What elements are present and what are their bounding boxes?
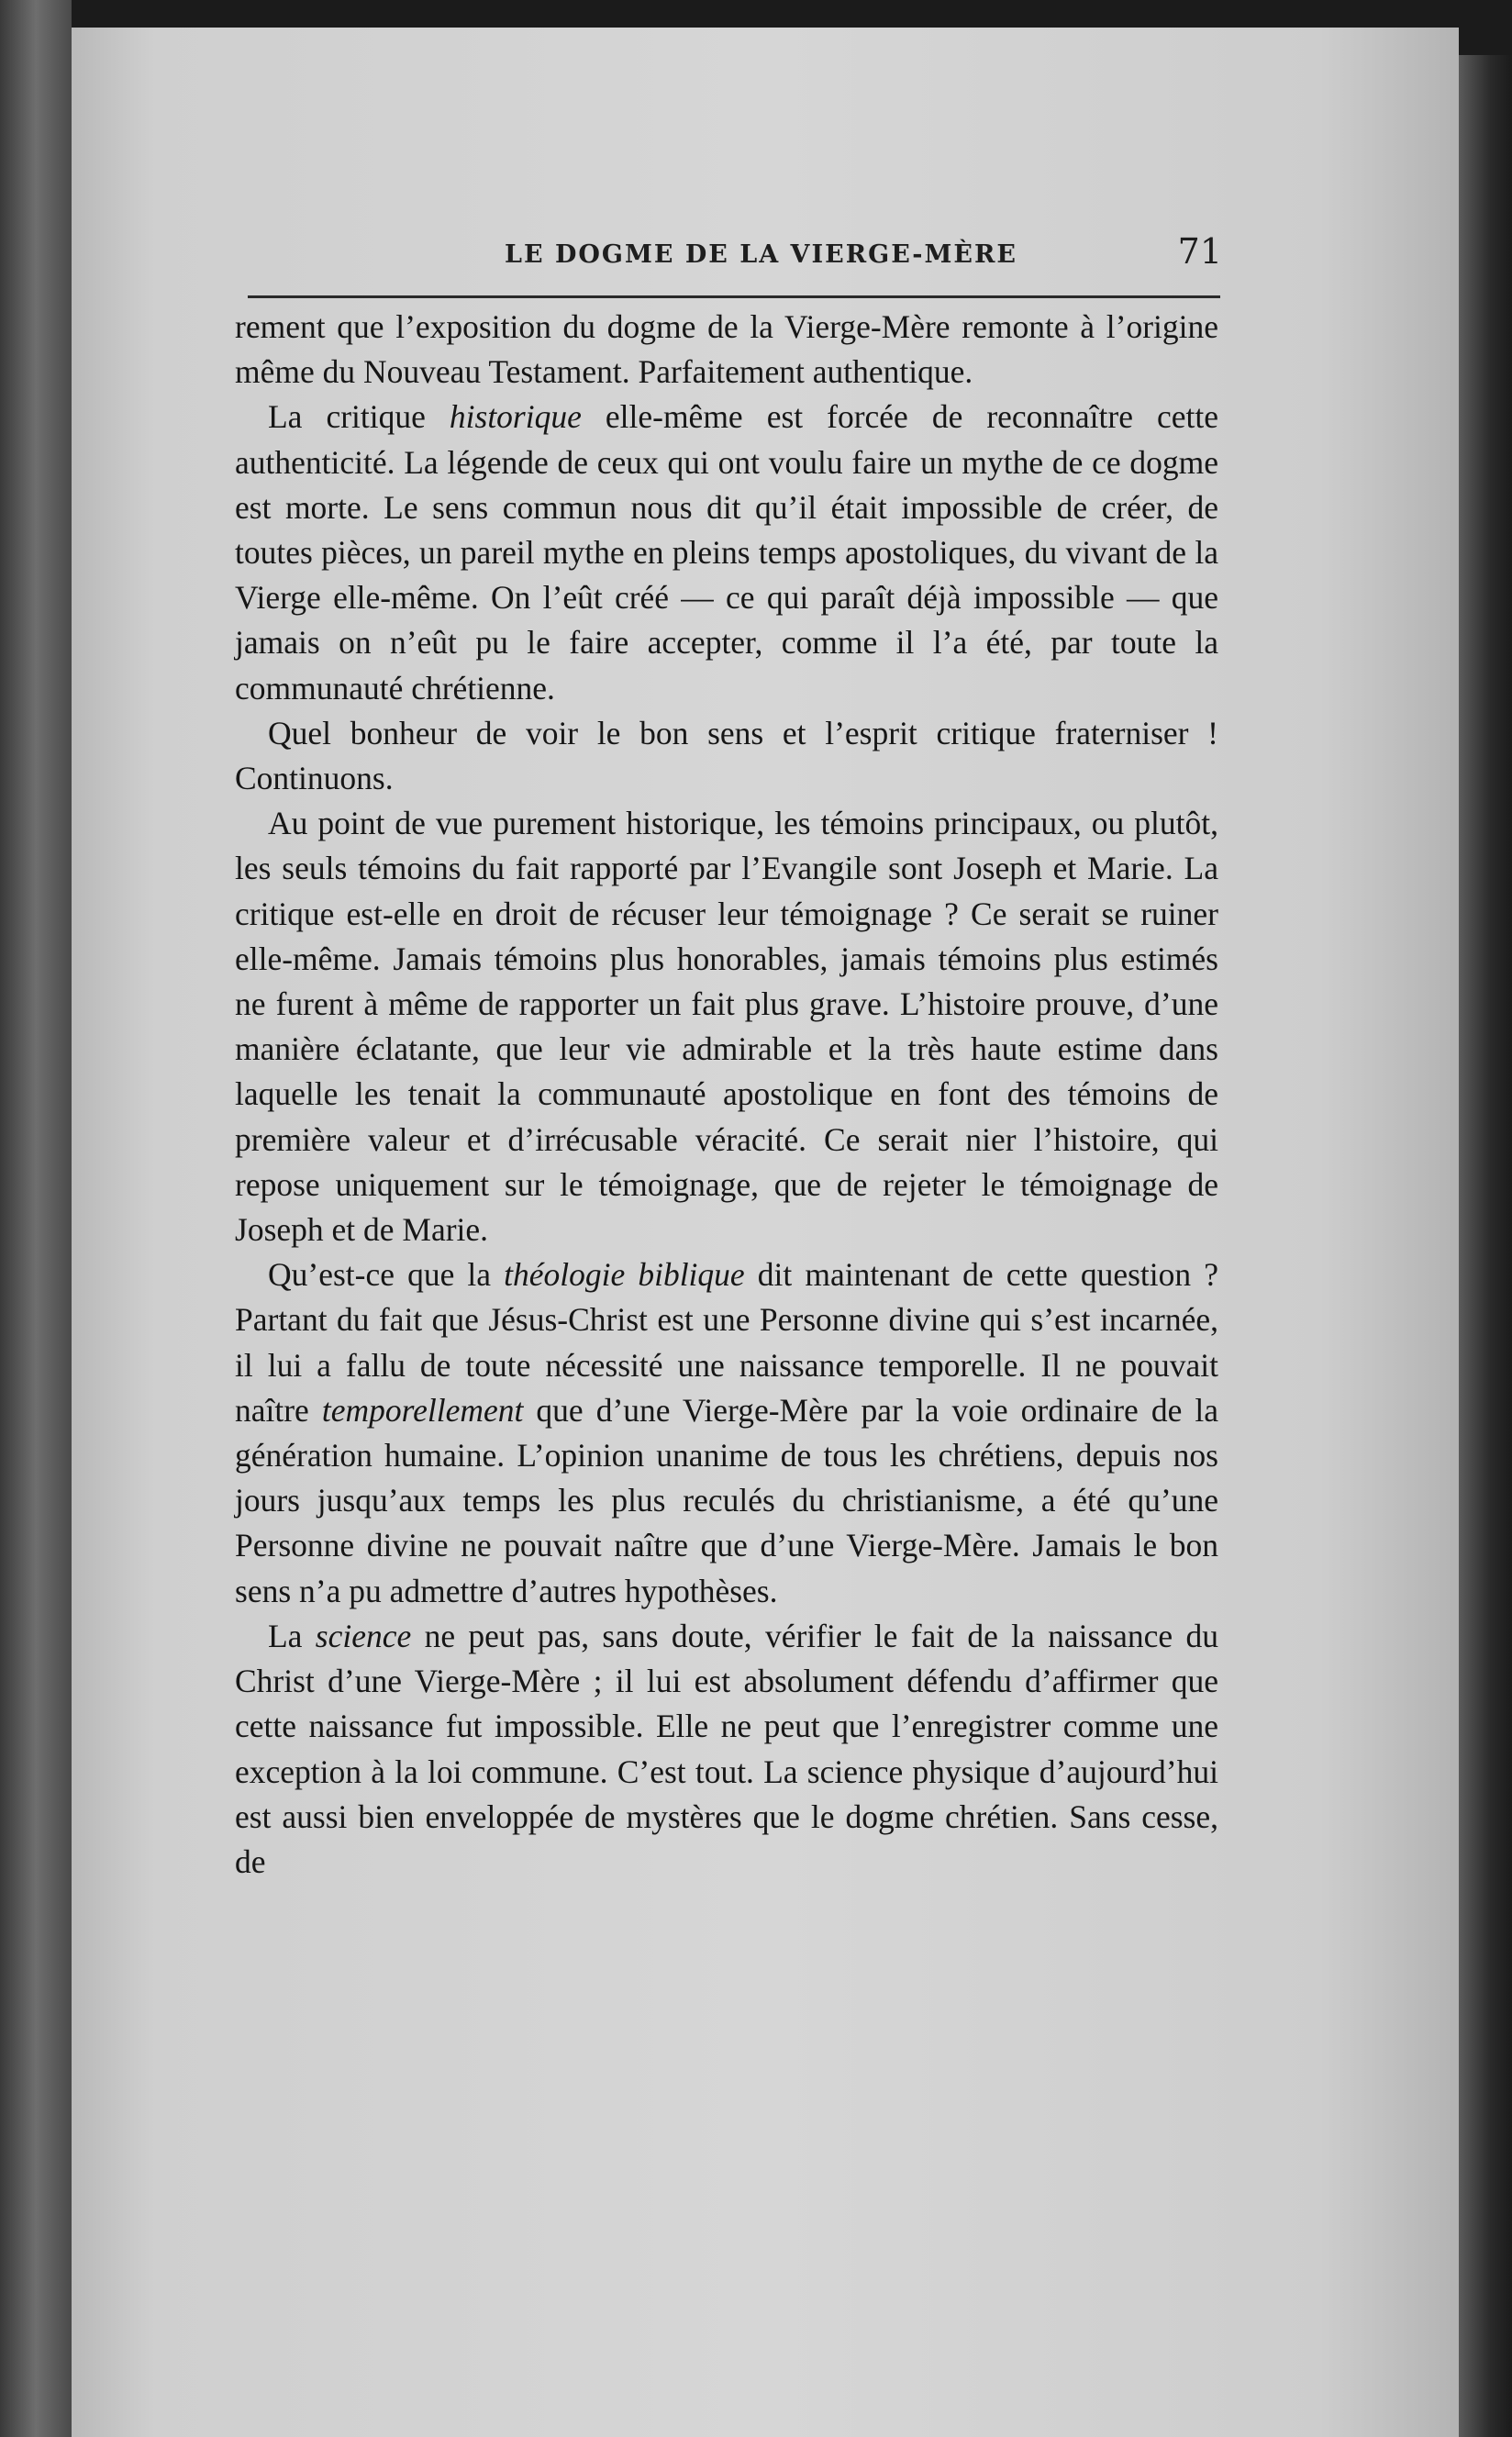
paragraph-6: [235, 1614, 1218, 1885]
paragraph-text: Quel bonheur de voir le bon sens et l’esprit critique fraterniser ! Continuons.: [235, 714, 1218, 797]
body-text: [235, 305, 1218, 1885]
running-title: LE DOGME DE LA VIERGE-MÈRE: [505, 240, 1017, 269]
italic-term: science: [315, 1617, 412, 1654]
paragraph-text: rement que l’exposition du dogme de la Vierge-Mère remonte à l’origine même du Nouveau Testament. Parfaitement authentique.: [235, 308, 1218, 391]
paragraph-text: que d’une Vierge-Mère par la voie ordinaire de la génération humaine. L’opinion unanime de tous les chrétiens, depuis nos jours jusqu’aux temps les plus reculés du christianisme, a été qu’une Personne divine ne pouvait naître que d’une Vierge-Mère. Jamais le bon sens n’a pu admettre d’autres hypothèses.: [235, 1391, 1219, 1609]
previous-page-edge: [0, 0, 72, 2437]
paragraph-5: [235, 1252, 1218, 1614]
paragraph-text: Qu’est-ce que la: [268, 1256, 505, 1294]
paragraph-text: La critique: [268, 398, 450, 436]
running-header: [248, 229, 1222, 284]
paragraph-3: [235, 711, 1218, 801]
page-number: 71: [1177, 231, 1222, 272]
paragraph-text: dit maintenant de cette question ? Partant du fait que Jésus-Christ est une Personne divine qui s’est incarnée, il lui a fallu de toute nécessité une naissance temporelle. Il ne pouvait naître: [235, 1256, 1218, 1429]
paragraph-text: ne peut pas, sans doute, vérifier le fait de la naissance du Christ d’une Vierge-Mère ; il lui est absolument défendu d’affirmer que cette naissance fut impossible. Elle ne peut que l’enregistrer comme une exception à la loi commune. C’est tout. La science physique d’aujourd’hui est aussi bien enveloppée de mystères que le dogme chrétien. Sans cesse, de: [235, 1617, 1218, 1880]
paragraph-4: [235, 801, 1218, 1252]
header-rule: [248, 295, 1220, 298]
italic-term: temporellement: [321, 1391, 524, 1429]
italic-term: théologie biblique: [504, 1256, 745, 1294]
paragraph-text: Au point de vue purement historique, les témoins principaux, ou plutôt, les seuls témoins du fait rapporté par l’Evangile sont Joseph et Marie. La critique est-elle en droit de récuser leur témoignage ? Ce serait se ruiner elle-même. Jamais témoins plus honorables, jamais témoins plus estimés ne furent à même de rapporter un fait plus grave. L’histoire prouve, d’une manière éclatante, que leur vie admirable et la très haute estime dans laquelle les tenait la communauté apostolique en font des témoins de première valeur et d’irrécusable véracité. Ce serait nier l’histoire, qui repose uniquement sur le témoignage, que de rejeter le témoignage de Joseph et de Marie.: [235, 805, 1218, 1249]
paragraph-text: elle-même est forcée de reconnaître cette authenticité. La légende de ceux qui ont voulu faire un mythe de ce dogme est morte. Le sens commun nous dit qu’il était impossible de créer, de toutes pièces, un pareil mythe en pleins temps apostoliques, du vivant de la Vierge elle-même. On l’eût créé — ce qui paraît déjà impossible — que jamais on n’eût pu le faire accepter, comme il l’a été, par toute la communauté chrétienne.: [235, 398, 1218, 707]
paragraph-text: La: [268, 1617, 316, 1654]
italic-term: historique: [449, 398, 582, 436]
paragraph-2: [235, 395, 1218, 710]
page-right-edge: [1459, 55, 1512, 2437]
paragraph-1: [235, 305, 1218, 395]
